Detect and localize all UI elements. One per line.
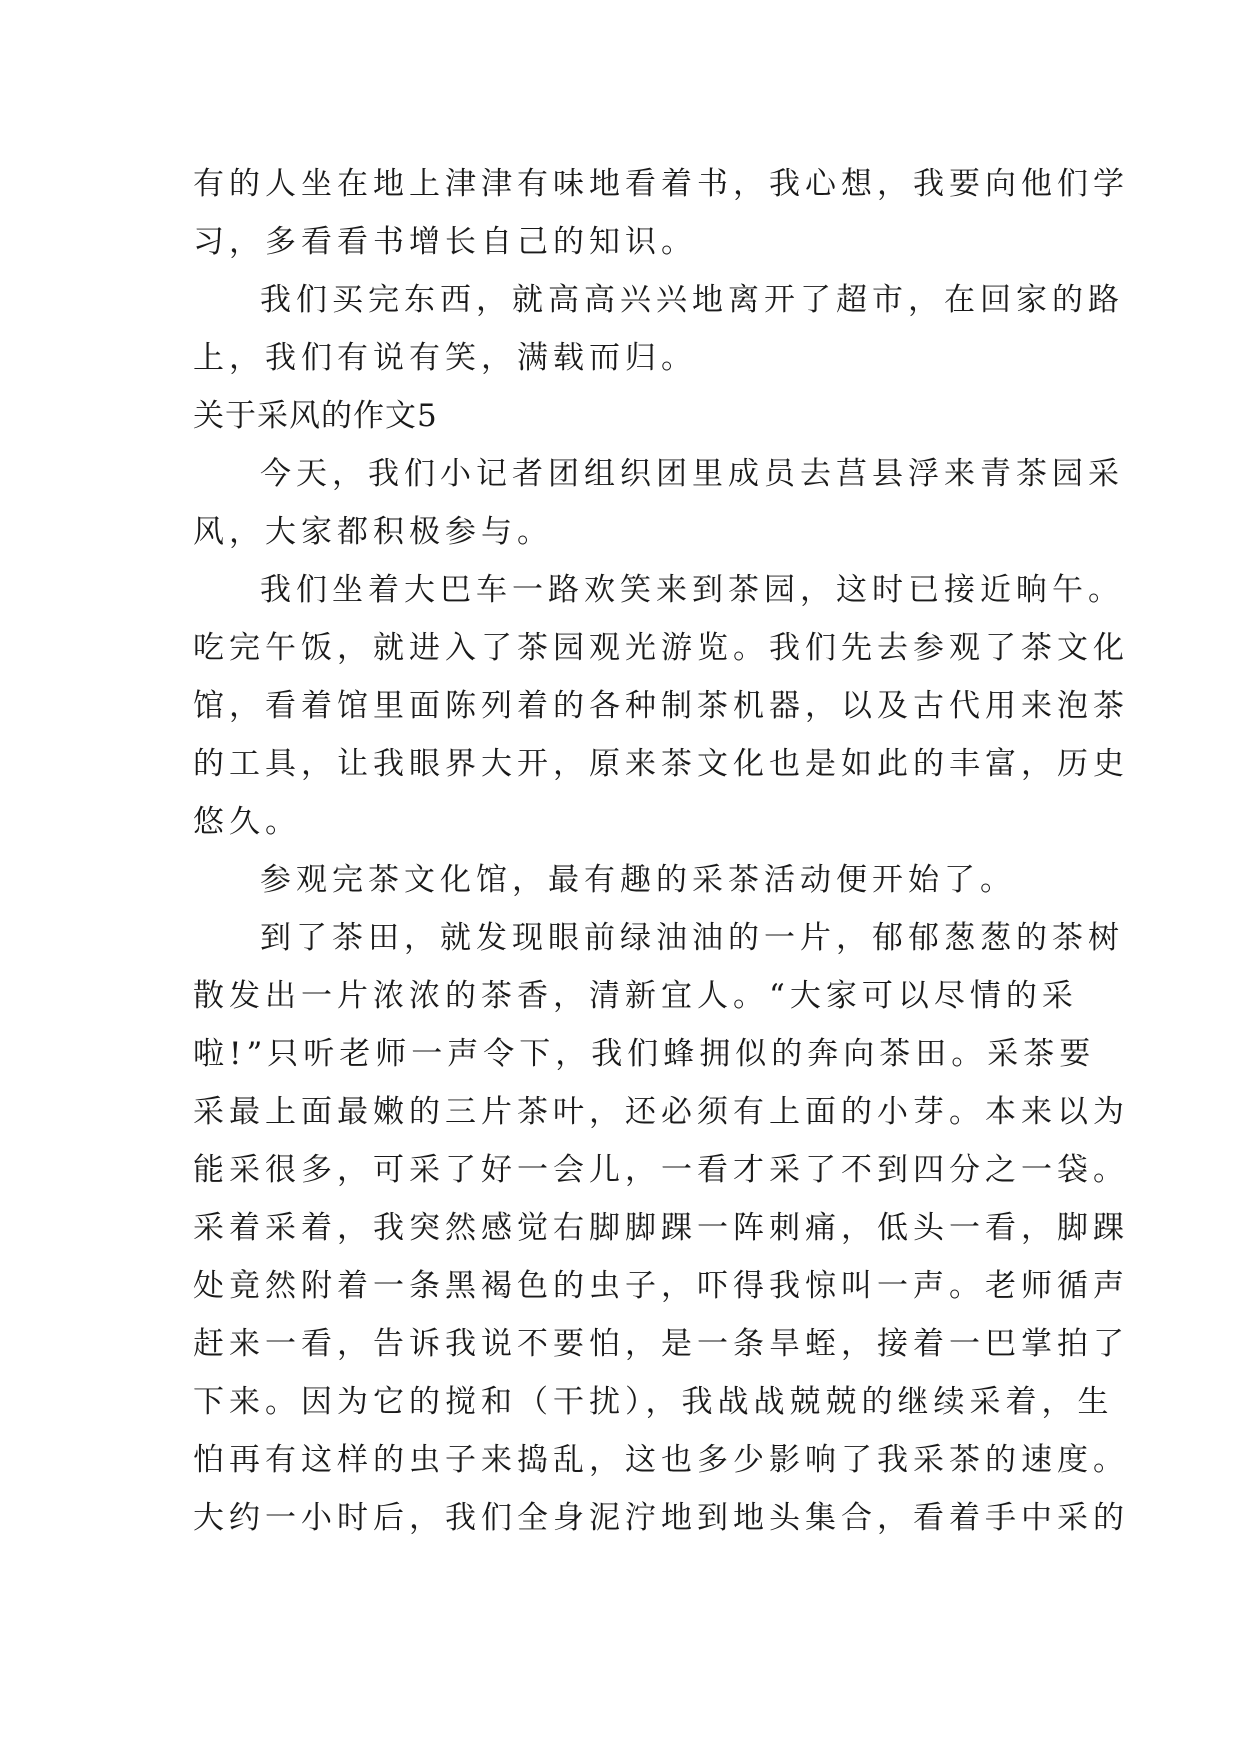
paragraph-start-line: 我们坐着大巴车一路欢笑来到茶园，这时已接近晌午。: [260, 572, 1124, 608]
text-line: 采着采着，我突然感觉右脚脚踝一阵刺痛，低头一看，脚踝: [193, 1210, 1129, 1246]
text-line: 上，我们有说有笑，满载而归。: [193, 340, 697, 376]
text-line: 大约一小时后，我们全身泥泞地到地头集合，看着手中采的: [193, 1500, 1129, 1536]
text-line: 采最上面最嫩的三片茶叶，还必须有上面的小芽。本来以为: [193, 1094, 1129, 1130]
text-line: 的工具，让我眼界大开，原来茶文化也是如此的丰富，历史: [193, 746, 1129, 782]
text-line: 馆，看着馆里面陈列着的各种制茶机器，以及古代用来泡茶: [193, 688, 1129, 724]
section-heading: 关于采风的作文5: [193, 398, 438, 434]
paragraph-start-line: 我们买完东西，就高高兴兴地离开了超市，在回家的路: [260, 282, 1124, 318]
text-line: 悠久。: [193, 804, 301, 840]
text-line: 啦!”只听老师一声令下，我们蜂拥似的奔向茶田。采茶要: [193, 1036, 1096, 1072]
text-line: 怕再有这样的虫子来捣乱，这也多少影响了我采茶的速度。: [193, 1442, 1129, 1478]
paragraph-start-line: 今天，我们小记者团组织团里成员去莒县浮来青茶园采: [260, 456, 1124, 492]
text-line: 有的人坐在地上津津有味地看着书，我心想，我要向他们学: [193, 166, 1129, 202]
text-line: 散发出一片浓浓的茶香，清新宜人。“大家可以尽情的采: [193, 978, 1078, 1014]
text-line: 习，多看看书增长自己的知识。: [193, 224, 697, 260]
text-line: 吃完午饭，就进入了茶园观光游览。我们先去参观了茶文化: [193, 630, 1129, 666]
text-line: 风，大家都积极参与。: [193, 514, 553, 550]
document-body: [193, 155, 1129, 1547]
text-line: 能采很多，可采了好一会儿，一看才采了不到四分之一袋。: [193, 1152, 1129, 1188]
text-line: 处竟然附着一条黑褐色的虫子，吓得我惊叫一声。老师循声: [193, 1268, 1129, 1304]
paragraph-start-line: 参观完茶文化馆，最有趣的采茶活动便开始了。: [260, 862, 1016, 898]
text-line: 赶来一看，告诉我说不要怕，是一条旱蛭，接着一巴掌拍了: [193, 1326, 1129, 1362]
text-line: 下来。因为它的搅和（干扰），我战战兢兢的继续采着，生: [193, 1384, 1114, 1420]
paragraph-start-line: 到了茶田，就发现眼前绿油油的一片，郁郁葱葱的茶树: [260, 920, 1124, 956]
